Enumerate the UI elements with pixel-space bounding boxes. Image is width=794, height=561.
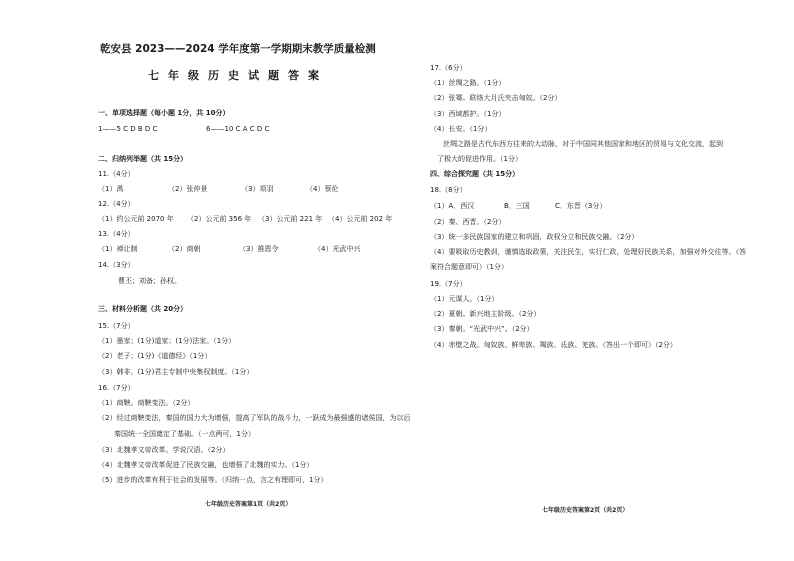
q18-answer-1: （1）A．西汉 — [430, 202, 475, 210]
q17-answer-1: （1）丝绸之路。（1分） — [430, 79, 506, 87]
q14-heading: 14.（3分） — [98, 261, 135, 269]
q16-answer-2a: （2）经过商鞅变法，秦国的国力大为增强，提高了军队的战斗力，一跃成为最强盛的诸侯国，为以后 — [98, 414, 411, 422]
q15-answer-1: （1）墨家；(1分)道家；(1分)法家。（1分） — [98, 337, 236, 345]
section-2-heading: 二、归纳列举题（共 15分） — [98, 155, 188, 163]
right-page — [430, 0, 794, 561]
q18-answer-1: B．三国 — [504, 202, 530, 210]
q13-answer: （2）商朝 — [168, 245, 201, 253]
q16-answer-5: （5）进步的改革有利于社会的发展等。（归纳一点，言之有理即可，1分） — [98, 476, 328, 484]
q17-answer-5b: 了极大的促进作用。（1分） — [437, 155, 522, 163]
q12-answer: （1）约公元前 2070 年 — [98, 215, 174, 223]
q19-answer-2: （2）夏朝。新兴地主阶级。（2分） — [430, 310, 541, 318]
q12-answer: （2）公元前 356 年 — [187, 215, 252, 223]
q13-answer: （4）光武中兴 — [314, 245, 361, 253]
q17-answer-3: （3）西域都护。（1分） — [430, 110, 506, 118]
q17-answer-4: （4）长安。（1分） — [430, 125, 492, 133]
q18-answer-4b: 案符合题意即可）（1分） — [430, 263, 508, 271]
q11-answer: （2）张仲景 — [168, 185, 208, 193]
page-title: 乾安县 2023——2024 学年度第一学期期末教学质量检测 — [100, 43, 376, 55]
q15-answer-2: （2）老子；(1分)《道德经》（1分） — [98, 352, 212, 360]
q16-heading: 16.（7分） — [98, 384, 135, 392]
q12-answer: （4）公元前 202 年 — [328, 215, 393, 223]
q18-answer-2: （2）秦、西晋。（2分） — [430, 218, 506, 226]
q17-answer-2: （2）张骞。联络大月氏夹击匈奴。（2分） — [430, 94, 562, 102]
q16-answer-1: （1）商鞅。商鞅变法。（2分） — [98, 399, 195, 407]
q17-answer-5a: 丝绸之路是古代东西方往来的大动脉，对于中国同其他国家和地区的贸易与文化交流，起到 — [443, 140, 723, 148]
section-1-heading: 一、单项选择题（每小题 1分，共 10分） — [98, 109, 230, 117]
q18-answer-4a: （4）要吸取历史教训，谨慎选取政策，关注民生，实行仁政，处理好民族关系，加强对外交往等。（答 — [430, 248, 746, 256]
q18-heading: 18.（8分） — [430, 186, 467, 194]
section-3-heading: 三、材料分析题（共 20分） — [98, 305, 188, 313]
page-footer-2: 七年级历史答案第2页（共2页） — [542, 507, 629, 514]
q17-heading: 17.（6分） — [430, 64, 467, 72]
q15-answer-3: （3）韩非。(1分)君主专制中央集权制度。（1分） — [98, 368, 254, 376]
answer-6-10: 6——10 C A C D C — [206, 125, 270, 133]
page-footer-1: 七年级历史答案第1页（共2页） — [205, 501, 292, 508]
q18-answer-3: （3）统一多民族国家的建立和巩固，政权分立和民族交融。（2分） — [430, 233, 639, 241]
q12-answer: （3）公元前 221 年 — [258, 215, 323, 223]
q19-answer-3: （3）秦朝。“光武中兴”。（2分） — [430, 325, 534, 333]
q13-heading: 13.（4分） — [98, 230, 135, 238]
q14-answer: 曹丕；刘备；孙权。 — [118, 277, 181, 285]
q13-answer: （3）推恩令 — [239, 245, 279, 253]
page-subtitle: 七年级历史试题答案 — [148, 69, 328, 82]
q11-heading: 11.（4分） — [98, 170, 135, 178]
q11-answer: （1）禹 — [98, 185, 124, 193]
section-4-heading: 四、综合探究题（共 15分） — [430, 170, 520, 178]
q13-answer: （1）禅让制 — [98, 245, 138, 253]
q16-answer-3: （3）北魏孝文帝改革。学说汉语。（2分） — [98, 446, 230, 454]
q19-answer-4: （4）赤壁之战。匈奴族、鲜卑族、羯族、氐族、羌族。（答出一个即可）（2分） — [430, 341, 677, 349]
answer-1-5: 1——5 C D B D C — [98, 125, 158, 133]
q11-answer: （3）项羽 — [241, 185, 274, 193]
q19-heading: 19.（7分） — [430, 280, 467, 288]
q19-answer-1: （1）元谋人。（1分） — [430, 295, 499, 303]
q16-answer-2b: 秦国统一全国奠定了基础。（一点两可，1分） — [114, 430, 255, 438]
q18-answer-1: C．东晋（3分） — [555, 202, 607, 210]
q15-heading: 15.（7分） — [98, 322, 135, 330]
q16-answer-4: （4）北魏孝文帝改革促进了民族交融，也增强了北魏的实力。（1分） — [98, 461, 314, 469]
q11-answer: （4）蔡伦 — [306, 185, 339, 193]
q12-heading: 12.（4分） — [98, 200, 135, 208]
